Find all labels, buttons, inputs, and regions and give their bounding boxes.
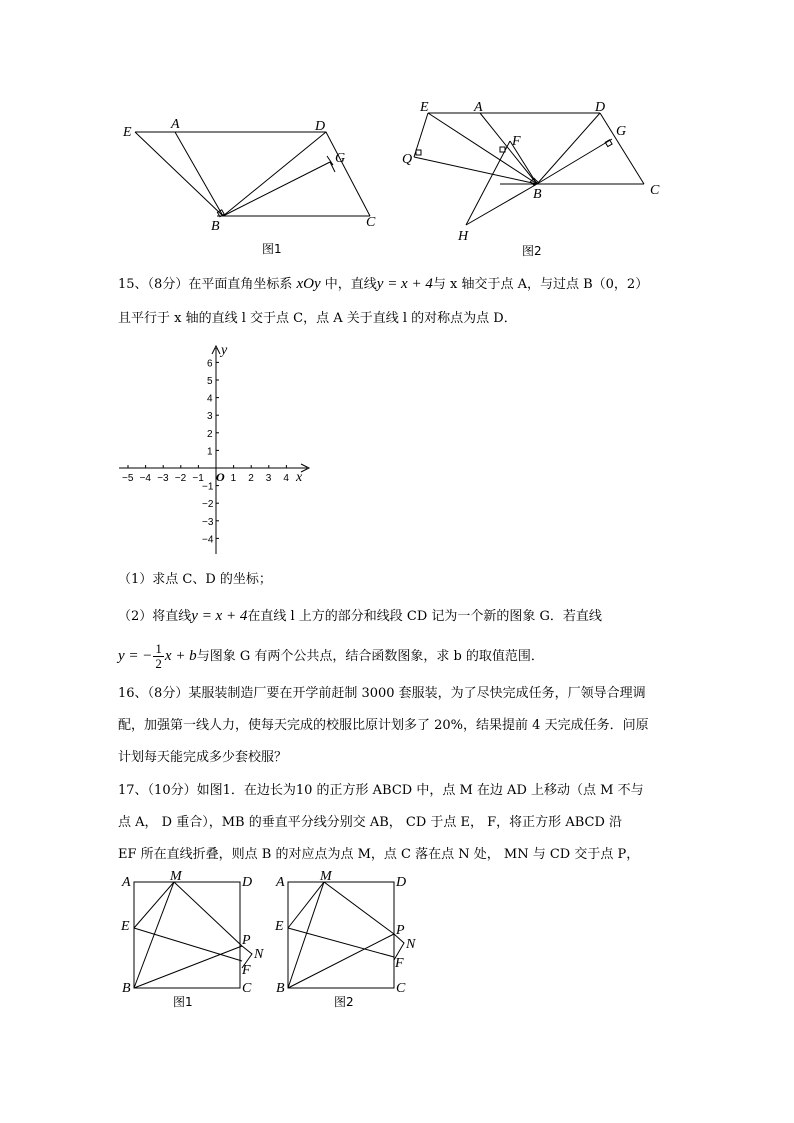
y-tick-label: 2 — [207, 428, 213, 440]
q15-part2 — [118, 607, 602, 626]
q16-line1: 16、（8分）某服装制造厂要在开学前赶制 3000 套服装，为了尽快完成任务，厂领导合理调 — [118, 686, 646, 701]
q15-part2b-eq-post: x + b — [164, 648, 197, 664]
fraction-numerator: 1 — [155, 641, 162, 656]
fraction-denominator: 2 — [155, 656, 162, 671]
q15-line2: 且平行于 x 轴的直线 l 交于点 C，点 A 关于直线 l 的对称点为点 D． — [118, 311, 517, 326]
y-tick-label: −1 — [202, 481, 214, 493]
y-axis-label: y — [221, 343, 228, 358]
q15-part2b — [118, 641, 544, 672]
x-tick-label: −1 — [192, 473, 204, 484]
q15-line1-post: 与 x 轴交于点 A，与过点 B（0，2） — [432, 277, 649, 292]
fig2-label-G: G — [616, 124, 627, 139]
q15-line1-pre: 15、（8分）在平面直角坐标系 — [118, 277, 293, 292]
q17f2-label-C: C — [396, 981, 406, 996]
y-tick-label: 6 — [207, 358, 213, 370]
coordinate-axes — [115, 340, 315, 560]
x-tick-label: 3 — [265, 473, 272, 484]
q17-figure-2 — [270, 868, 420, 1013]
x-tick-label: −4 — [139, 473, 152, 484]
q17f2-label-M: M — [320, 869, 332, 884]
x-tick-label: 4 — [283, 473, 289, 484]
q16-line3: 计划每天能完成多少套校服？ — [118, 750, 288, 765]
fig2-label-F: F — [512, 134, 521, 149]
fig2-caption: 图2 — [522, 244, 542, 258]
fig1-label-C: C — [366, 215, 376, 230]
fig2-label-E: E — [420, 100, 429, 115]
q17f1-label-F: F — [242, 963, 251, 978]
q15-part1: （1）求点 C、D 的坐标； — [118, 572, 272, 587]
y-tick-label: 1 — [207, 446, 213, 458]
q17-line1: 17、（10分）如图1．在边长为10 的正方形 ABCD 中，点 M 在边 AD 上移动（点 M 不与 — [118, 783, 644, 798]
fig1-caption: 图1 — [262, 242, 282, 256]
q17f2-label-P: P — [396, 923, 405, 938]
q15-line1-mid: 中，直线 — [324, 277, 377, 292]
fig1-label-E: E — [123, 125, 132, 140]
q15-line1-eq: y = x + 4 — [376, 276, 433, 292]
q16-line2: 配，加强第一线人力，使每天完成的校服比原计划多了 20%，结果提前 4 天完成任务．问原 — [118, 718, 649, 733]
q15-part2b-post: 与图象 G 有两个公共点，结合函数图象，求 b 的取值范围． — [196, 649, 544, 664]
q17f1-label-M: M — [170, 869, 182, 884]
q17f2-label-E: E — [275, 919, 284, 934]
q17-fig2-caption: 图2 — [334, 995, 354, 1009]
q17f2-label-N: N — [406, 937, 416, 952]
q17-fig1-caption: 图1 — [173, 995, 193, 1009]
fig2-label-B: B — [533, 187, 542, 202]
fig2-label-D: D — [595, 100, 606, 115]
y-tick-label: 3 — [207, 411, 213, 423]
q17f1-label-P: P — [242, 933, 251, 948]
q17f2-label-B: B — [276, 981, 285, 996]
q17f2-label-F: F — [395, 956, 404, 971]
fig2-label-C: C — [650, 183, 660, 198]
q17-line2: 点 A， D 重合），MB 的垂直平分线分别交 AB， CD 于点 E， F，将正方形 ABCD 沿 — [118, 815, 623, 830]
q15-line1 — [118, 275, 648, 294]
y-tick-label: −3 — [202, 516, 214, 528]
top-figure-2 — [400, 95, 670, 265]
x-tick-label: −3 — [157, 473, 169, 484]
x-tick-label: 2 — [248, 473, 254, 484]
q17f2-label-D: D — [396, 875, 407, 890]
origin-label: O — [216, 470, 225, 484]
fig1-label-B: B — [211, 219, 220, 234]
fig2-label-A: A — [474, 100, 483, 115]
q17f1-label-B: B — [122, 981, 131, 996]
fig1-label-A: A — [171, 117, 180, 132]
x-tick-label: −2 — [174, 473, 187, 484]
q17f1-label-A: A — [122, 875, 131, 890]
q17f1-label-N: N — [254, 947, 264, 962]
q17f1-label-D: D — [242, 875, 253, 890]
y-tick-label: −2 — [202, 499, 214, 511]
q17f2-label-A: A — [276, 875, 285, 890]
q15-part2-pre: （2）将直线 — [118, 609, 192, 624]
y-tick-label: −4 — [202, 534, 214, 546]
q17f1-label-E: E — [121, 919, 130, 934]
top-figure-1 — [115, 110, 385, 260]
y-tick-label: 5 — [207, 376, 213, 387]
x-axis-label: x — [296, 470, 303, 485]
fig2-label-H: H — [458, 229, 469, 244]
q15-part2-post: 在直线 l 上方的部分和线段 CD 记为一个新的图象 G．若直线 — [247, 609, 602, 624]
q15-part2b-eq-pre: y = − — [118, 648, 153, 664]
fig1-label-G: G — [335, 151, 346, 166]
x-tick-label: −5 — [122, 473, 134, 484]
fig2-label-Q: Q — [402, 152, 413, 167]
q15-coord-sys: xOy — [296, 276, 321, 292]
fraction-one-half — [153, 642, 164, 671]
q17-figure-1 — [118, 868, 268, 1013]
q15-part2-eq: y = x + 4 — [191, 608, 248, 624]
fig1-label-D: D — [315, 119, 326, 134]
q17-line3: EF 所在直线折叠，则点 B 的对应点为点 M，点 C 落在点 N 处， MN 与 CD 交于点 P， — [118, 847, 640, 862]
x-tick-label: 1 — [230, 473, 237, 484]
y-tick-label: 4 — [207, 393, 213, 405]
q17f1-label-C: C — [242, 981, 252, 996]
